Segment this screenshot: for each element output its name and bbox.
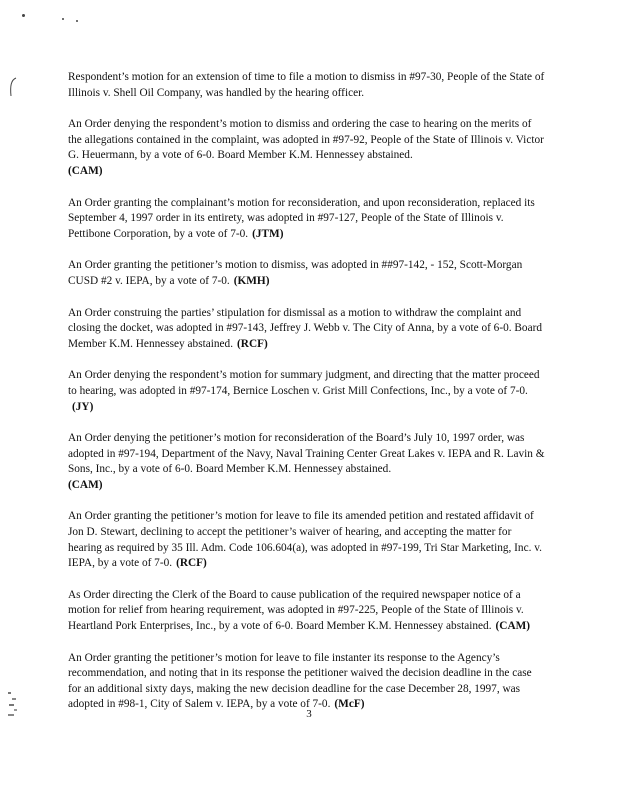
scan-speck xyxy=(76,20,78,22)
order-initials: (RCF) xyxy=(176,557,207,570)
order-text: An Order granting the petitioner’s motion to dismiss, was adopted in ##97-142, - 152, Scott-Morgan CUSD #2 v. IEPA, by a vote of 7-0. xyxy=(68,259,523,287)
order-paragraph xyxy=(68,431,546,493)
order-initials: (JY) xyxy=(72,400,94,413)
order-initials: (JTM) xyxy=(252,227,284,240)
order-text: An Order granting the petitioner’s motion for leave to file its amended petition and restated affidavit of Jon D. Stewart, declining to accept the petitioner’s waiver of hearing, and accepting the matter for hearing as required by 35 Ill. Adm. Code 106.604(a), was adopted in #97-199, Tri Star Marketing, Inc. v. IEPA, by a vote of 7-0. xyxy=(68,510,542,570)
order-initials: (RCF) xyxy=(237,337,268,350)
order-paragraph xyxy=(68,368,546,415)
order-initials: (CAM) xyxy=(495,620,531,633)
order-paragraph xyxy=(68,117,546,179)
order-paragraph xyxy=(68,306,546,353)
order-text: An Order granting the complainant’s motion for reconsideration, and upon reconsideration, replaced its September 4, 1997 order in its entirety, was adopted in #97-127, People of the State of Illinois v. Pettibone Corporation, by a vote of 7-0. xyxy=(68,196,535,240)
order-text: An Order denying the respondent’s motion to dismiss and ordering the case to hearing on the merits of the allegations contained in the complaint, was adopted in #97-92, People of the State of Illinois v. Victor G. Heuermann, by a vote of 6-0. Board Member K.M. Hennessey abstained. xyxy=(68,118,544,162)
page-number: 3 xyxy=(306,708,312,720)
order-paragraph xyxy=(68,588,546,635)
orders-list xyxy=(68,70,546,729)
scan-speck xyxy=(62,18,64,20)
order-text: An Order denying the respondent’s motion for summary judgment, and directing that the matter proceed to hearing, was adopted in #97-174, Bernice Loschen v. Grist Mill Confections, Inc., by a vote of 7-0. xyxy=(68,369,540,397)
margin-bracket-mark xyxy=(8,76,18,98)
order-text: An Order granting the petitioner’s motion for leave to file instanter its response to the Agency’s recommendation, and noting that in its response the petitioner waived the decision deadline in the case for an additional sixty days, making the new decision deadline for the case December 28, 1997, was adopted in #98-1, City of Salem v. IEPA, by a vote of 7-0. xyxy=(68,651,532,711)
order-text: An Order construing the parties’ stipulation for dismissal as a motion to withdraw the complaint and closing the docket, was adopted in #97-143, Jeffrey J. Webb v. The City of Anna, by a vote of 6-0. Board Member K.M. Hennessey abstained. xyxy=(68,306,542,350)
order-text: As Order directing the Clerk of the Board to cause publication of the required newspaper notice of a motion for relief from hearing requirement, was adopted in #97-225, People of the State of Illinois v. Heartland Pork Enterprises, Inc., by a vote of 6-0. Board Member K.M. Hennessey abstained. xyxy=(68,588,524,633)
order-initials: (CAM) xyxy=(68,164,103,177)
order-paragraph xyxy=(68,509,546,571)
order-initials: (KMH) xyxy=(233,274,270,287)
order-paragraph xyxy=(68,258,546,289)
order-text: An Order denying the petitioner’s motion for reconsideration of the Board’s July 10, 1997 order, was adopted in #97-194, Department of the Navy, Naval Training Center Great Lakes v. IEPA and R. Lavin & Sons, Inc., by a vote of 6-0. Board Member K.M. Hennessey abstained. xyxy=(68,432,545,476)
order-paragraph xyxy=(68,196,546,243)
scan-speck xyxy=(22,14,25,17)
order-initials: (CAM) xyxy=(68,478,103,491)
order-text: Respondent’s motion for an extension of time to file a motion to dismiss in #97-30, People of the State of Illinois v. Shell Oil Company, was handled by the hearing officer. xyxy=(68,71,545,99)
order-paragraph xyxy=(68,651,546,713)
order-initials: (McF) xyxy=(334,698,365,711)
order-paragraph xyxy=(68,70,546,101)
